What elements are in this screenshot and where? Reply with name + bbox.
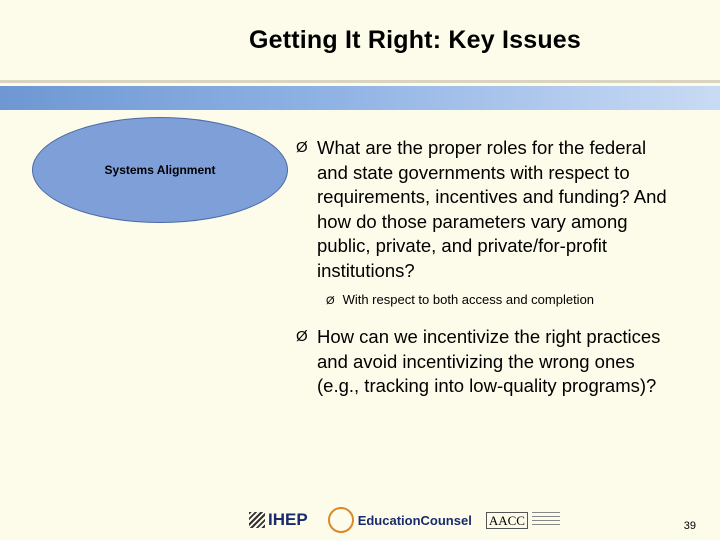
aacc-logo: AACC bbox=[486, 512, 560, 529]
title-divider bbox=[0, 80, 720, 83]
bullet-item bbox=[296, 325, 682, 399]
blue-header-band bbox=[0, 86, 720, 110]
bullet-item bbox=[296, 136, 682, 283]
arrow-bullet-icon: Ø bbox=[296, 328, 308, 345]
aacc-text-lines-icon bbox=[532, 512, 560, 528]
page-number: 39 bbox=[683, 520, 696, 532]
sub-bullet-item bbox=[326, 291, 594, 310]
bullet-text: What are the proper roles for the federal and state governments with respect to requirements, incentives and funding? And how do those parameters vary among public, private, and private/for-profit institutions? bbox=[317, 137, 667, 281]
systems-alignment-ellipse bbox=[32, 117, 288, 223]
arrow-bullet-icon: Ø bbox=[296, 139, 308, 156]
arrow-bullet-icon: Ø bbox=[326, 295, 335, 307]
footer-logos bbox=[245, 504, 560, 536]
sub-bullet-text: With respect to both access and completion bbox=[342, 292, 595, 307]
ellipse-label: Systems Alignment bbox=[104, 163, 216, 177]
educationcounsel-logo: EducationCounsel bbox=[328, 507, 472, 533]
ihep-logo: IHEP bbox=[245, 507, 312, 533]
ihep-stripes-icon bbox=[249, 512, 265, 528]
seal-icon bbox=[328, 507, 354, 533]
slide-title: Getting It Right: Key Issues bbox=[248, 26, 582, 54]
bullet-text: How can we incentivize the right practices and avoid incentivizing the wrong ones (e.g., tracking into low-quality programs)? bbox=[317, 326, 661, 396]
